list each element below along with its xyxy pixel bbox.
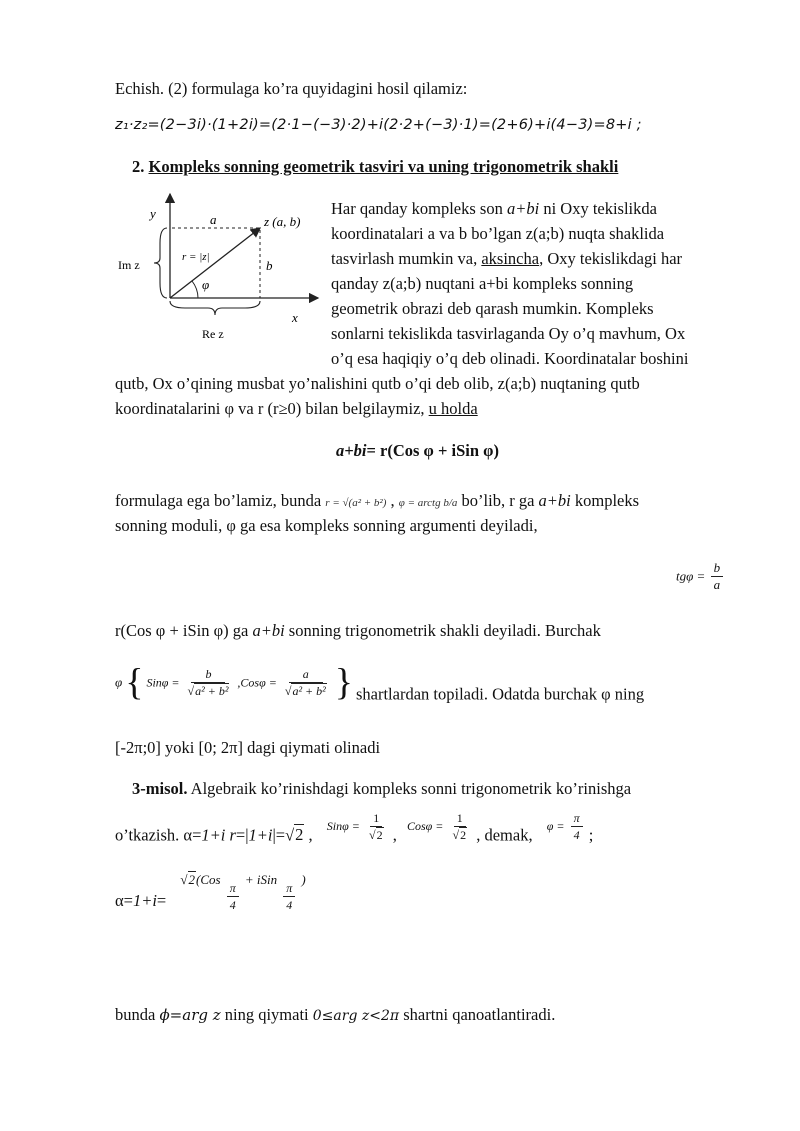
angle-system: φ { Sinφ = $\frac{b}{\text{√a² + b²}}$ ,Cosφ = $\frac{a}{\text{√a² + b²}}$ } shartlardan topiladi. Odatda burchak φ ning <box>115 661 645 704</box>
para1-line4: qanday z(a;b) nuqtani a+bi kompleks sonning <box>331 274 634 293</box>
r-formula: r = √(a² + b²) <box>325 497 387 509</box>
re-brace <box>170 301 260 315</box>
example-heading: 3-misol. Algebraik ko’rinishdagi kompleks sonni trigonometrik ko’rinishga <box>132 779 632 798</box>
para1-line3: tasvirlash mumkin va, aksincha, Oxy tekislikdagi har <box>331 249 683 268</box>
para1-line9: koordinatalarini φ va r (r≥0) bilan belgilaymiz, u holda <box>115 399 478 418</box>
radius-vector <box>170 228 260 298</box>
phi-label: φ <box>202 277 210 292</box>
para3: r(Cos φ + iSin φ) ga a+bi sonning trigonometrik shakli deyiladi. Burchak <box>115 621 601 640</box>
final-line: bunda ϕ=arg z ning qiymati 0≤arg z<2π shartni qanoatlantiradi. <box>115 1005 556 1024</box>
b-label: b <box>266 258 273 273</box>
x-label: x <box>292 310 298 325</box>
section-number: 2. <box>132 157 145 176</box>
para1-line6: sonlarni tekislikda tasvirlaganda Oy o’q mavhum, Ox <box>331 324 686 343</box>
im-label: Im z <box>118 258 140 272</box>
example-line3: α=1+i= $^{√2(Cos}$ $\frac{\pi}{4}$ $^{+ iSin}$ $\frac{\pi}{4}$ ) <box>115 872 306 912</box>
product-formula: z₁·z₂=(2−3i)·(1+2i)=(2·1−(−3)·2)+i(2·2+(−3)·1)=(2+6)+i(4−3)=8+i ; <box>115 117 642 133</box>
angle-arc <box>192 281 198 298</box>
para1-line5: geometrik obrazi deb qarash mumkin. Kompleks <box>331 299 654 318</box>
phi-formula: φ = arctg b/a <box>398 497 458 509</box>
para1-line8: qutb, Ox o’qining musbat yo’nalishini qutb o’qi deb olib, z(a;b) nuqtaning qutb <box>115 374 640 393</box>
para1-line7: o’q esa haqiqiy o’q deb olinadi. Koordinatalar boshini <box>331 349 689 368</box>
section-title: Kompleks sonning geometrik tasviri va uning trigonometrik shakli <box>148 157 619 176</box>
re-label: Re z <box>202 327 224 341</box>
y-label: y <box>150 206 156 221</box>
example-line2: o’tkazish. α=1+i r=|1+i|=√2 , Sinφ = $\frac{1}{√2}$ , Cosφ = $\frac{1}{√2}$ , demak, φ = $\frac{\pi}{4}$ ; <box>115 811 594 845</box>
im-brace <box>154 228 167 298</box>
main-formula: a+bi= r(Cos φ + iSin φ) <box>336 441 499 460</box>
intro-text: Echish. (2) formulaga ko’ra quyidagini hosil qilamiz: <box>115 79 468 98</box>
tg-formula: tgφ = $\frac{b}{a}$ <box>676 560 725 593</box>
para1-line1: Har qanday kompleks son a+bi ni Oxy tekislikda <box>331 199 657 218</box>
a-label: a <box>210 212 217 227</box>
r-label: r = |z| <box>182 251 210 263</box>
complex-plane-diagram <box>118 188 330 348</box>
para2-line2: sonning moduli, φ ga esa kompleks sonning argumenti deyiladi, <box>115 516 538 535</box>
point-label: z (a, b) <box>264 214 301 229</box>
para1-line2: koordinatalari a va b bo’lgan z(a;b) nuqta shaklida <box>331 224 665 243</box>
para2-line1: formulaga ega bo’lamiz, bunda r = √(a² + b²) , φ = arctg b/a bo’lib, r ga a+bi kompleks <box>115 491 640 510</box>
range-line: [-2π;0] yoki [0; 2π] dagi qiymati olinadi <box>115 738 381 757</box>
section-heading <box>132 156 618 178</box>
